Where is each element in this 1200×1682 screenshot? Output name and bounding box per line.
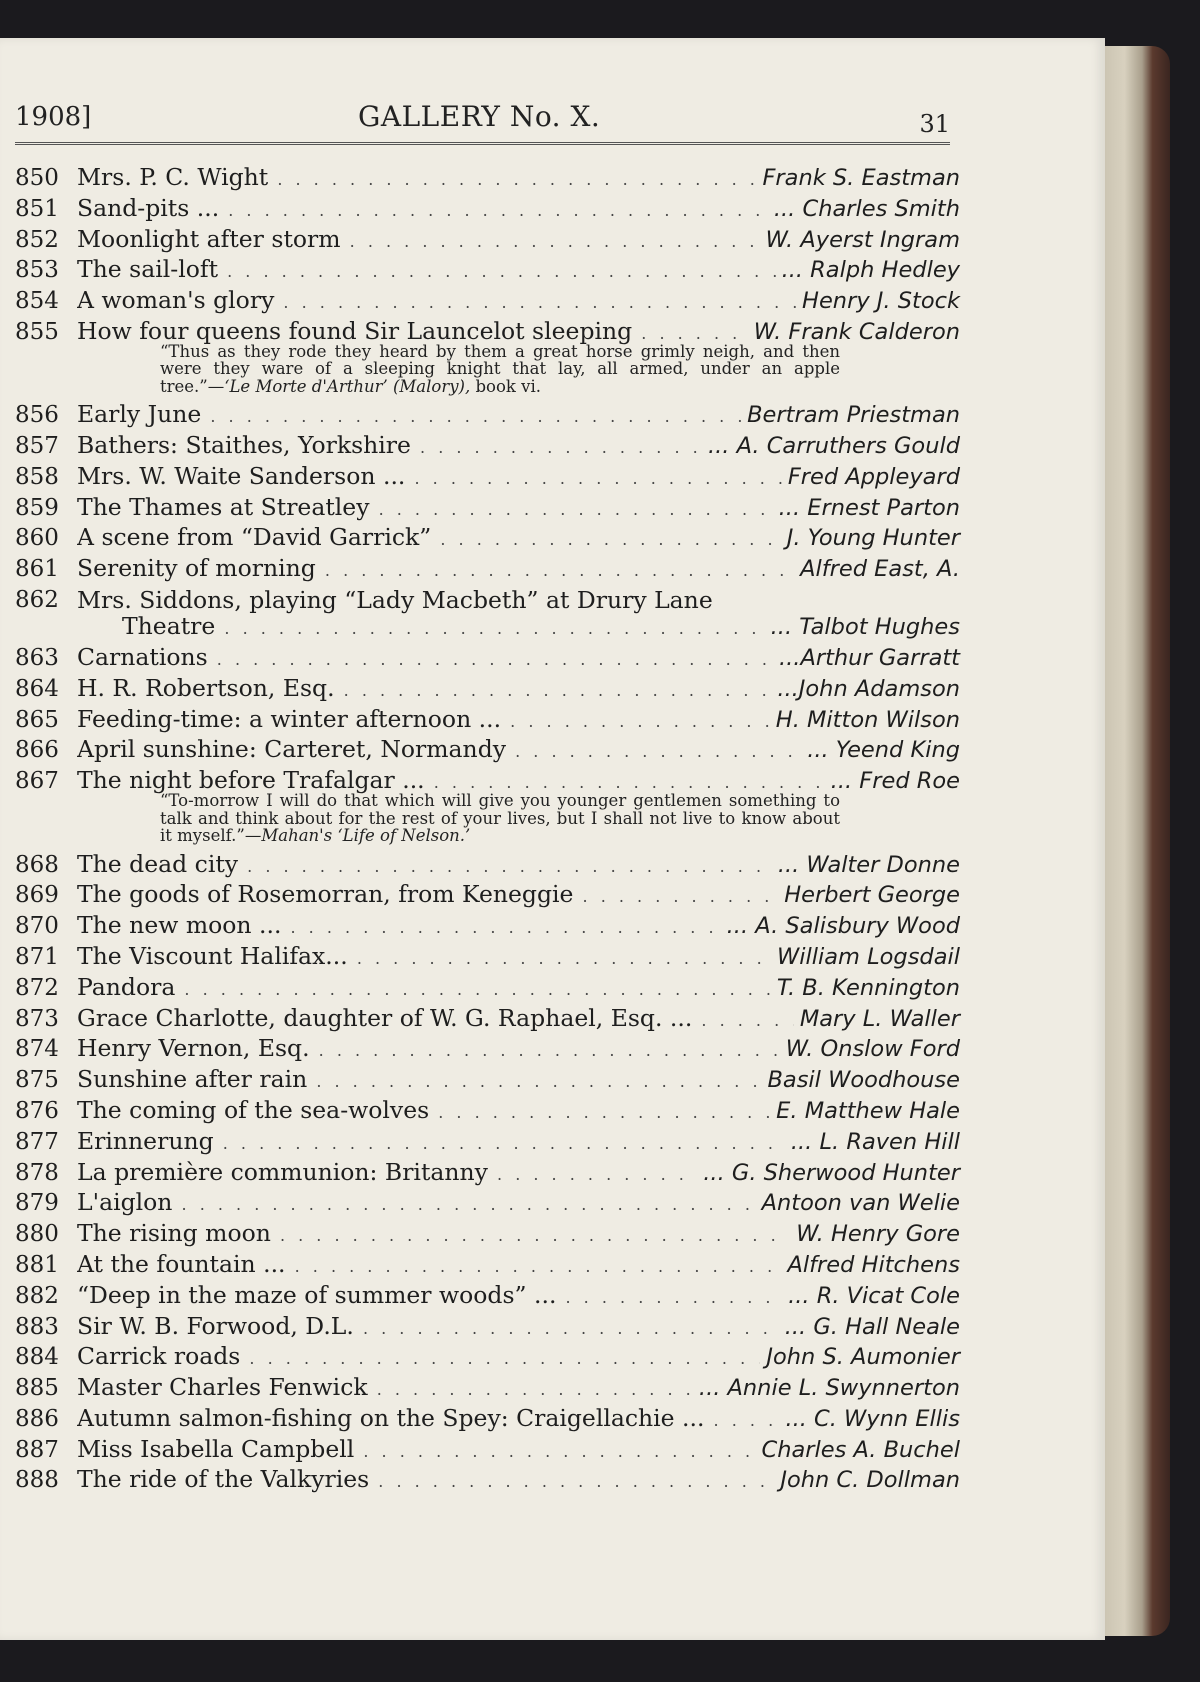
entry-artist: Herbert George	[784, 882, 960, 909]
entry-artist: William Logsdail	[777, 943, 960, 970]
entry-artist: ...Arthur Garratt	[779, 645, 960, 672]
catalogue-entry	[15, 704, 960, 735]
entry-number: 886	[15, 1405, 59, 1432]
entry-title: The goods of Rosemorran, from Keneggie . . .	[77, 879, 778, 913]
entry-title: The night before Trafalgar ... . . .	[77, 765, 825, 799]
entry-title: At the fountain ... . . .	[77, 1249, 781, 1283]
entry-artist: John S. Aumonier	[766, 1344, 960, 1371]
entry-artist: ... Annie L. Swynnerton	[698, 1375, 960, 1402]
entry-number: 870	[15, 913, 59, 940]
entry-artist: Alfred East, A.	[800, 556, 960, 583]
catalogue-entry	[15, 972, 960, 1003]
entry-number: 869	[15, 882, 59, 909]
catalogue-entry	[15, 1157, 960, 1188]
entry-number: 852	[15, 226, 59, 253]
entry-title: A scene from “David Garrick” . . .	[77, 522, 781, 556]
entry-number: 853	[15, 257, 59, 284]
entry-artist: ... A. Carruthers Gould	[707, 433, 960, 460]
entry-title: The rising moon . . .	[77, 1218, 790, 1252]
quote-text: “Thus as they rode they heard by them a great horse grimly neigh, and then were they ware of a sleeping knight that lay, all armed, under an apple tree.”—	[160, 341, 840, 396]
entry-title: Master Charles Fenwick . . .	[77, 1372, 693, 1406]
entry-artist: Alfred Hitchens	[787, 1251, 960, 1278]
entry-title: L'aiglon . . .	[77, 1187, 756, 1221]
entry-number: 883	[15, 1313, 59, 1340]
entry-title: Carnations . . .	[77, 642, 773, 676]
entry-number: 860	[15, 525, 59, 552]
entry-title: A woman's glory . . .	[77, 285, 796, 319]
entry-title: Pandora . . .	[77, 972, 771, 1006]
catalogue-entry	[15, 879, 960, 910]
entry-artist: ... Talbot Hughes	[770, 614, 960, 641]
catalogue-entry	[15, 193, 960, 224]
entry-title: Grace Charlotte, daughter of W. G. Raphael, Esq. ... . . .	[77, 1003, 794, 1037]
entry-number: 872	[15, 974, 59, 1001]
entry-number: 879	[15, 1190, 59, 1217]
entry-line-2	[15, 613, 960, 642]
entry-number: 884	[15, 1344, 59, 1371]
entry-title: Feeding-time: a winter afternoon ... . . .	[77, 704, 770, 738]
entry-number: 866	[15, 737, 59, 764]
entry-artist: Basil Woodhouse	[767, 1067, 960, 1094]
entry-artist: ... G. Sherwood Hunter	[703, 1159, 960, 1186]
catalogue-entry	[15, 910, 960, 941]
entry-artist: ... Ernest Parton	[778, 494, 960, 521]
entry-title: Carrick roads . . .	[77, 1341, 760, 1375]
catalogue-entry	[15, 673, 960, 704]
entry-artist: ... A. Salisbury Wood	[726, 913, 960, 940]
page-title: GALLERY No. X.	[358, 100, 601, 133]
entry-artist: Frank S. Eastman	[762, 165, 960, 191]
entry-artist: ... Yeend King	[807, 737, 960, 764]
entry-artist: ... C. Wynn Ellis	[785, 1405, 960, 1432]
entry-artist: ... Ralph Hedley	[781, 257, 960, 284]
entry-number: 874	[15, 1036, 59, 1063]
entry-title: Mrs. W. Waite Sanderson ... . . .	[77, 461, 782, 495]
catalogue-entry	[15, 492, 960, 523]
entry-title: Sir W. B. Forwood, D.L. . . .	[77, 1311, 779, 1345]
entry-number: 888	[15, 1467, 59, 1494]
catalogue-list	[15, 162, 960, 1495]
entry-artist: ... G. Hall Neale	[784, 1313, 960, 1340]
entry-artist: John C. Dollman	[780, 1467, 960, 1494]
entry-title: Serenity of morning . . .	[77, 553, 794, 587]
quote-source: Mahan's ‘Life of Nelson.’	[261, 826, 471, 846]
entry-title: The dead city . . .	[77, 849, 772, 883]
catalogue-entry	[15, 1311, 960, 1342]
entry-artist: Fred Appleyard	[787, 463, 960, 490]
catalogue-entry	[15, 162, 960, 193]
entry-artist: J. Young Hunter	[786, 525, 960, 552]
catalogue-entry	[15, 1187, 960, 1218]
entry-number: 862	[15, 587, 59, 614]
entry-title: The Viscount Halifax... . . .	[77, 941, 771, 975]
entry-number: 864	[15, 675, 59, 702]
catalogue-entry	[15, 553, 960, 584]
entry-number: 859	[15, 494, 59, 521]
entry-artist: W. Onslow Ford	[785, 1036, 960, 1063]
catalogue-entry	[15, 1064, 960, 1095]
entry-title: Autumn salmon-fishing on the Spey: Craigellachie ... . . .	[77, 1403, 779, 1437]
entry-number: 850	[15, 165, 59, 191]
entry-title: The sail-loft . . .	[77, 254, 776, 288]
entry-artist: Henry J. Stock	[802, 288, 960, 315]
catalogue-entry	[15, 1434, 960, 1465]
entry-title: Sand-pits ... . . .	[77, 193, 768, 227]
catalogue-entry	[15, 1403, 960, 1434]
book-page-edge	[1100, 46, 1170, 1636]
entry-title: “Deep in the maze of summer woods” ... . . .	[77, 1280, 782, 1314]
catalogue-entry	[15, 522, 960, 553]
entry-artist: ... Fred Roe	[830, 768, 960, 795]
entry-artist: W. Frank Calderon	[753, 318, 960, 345]
catalogue-entry	[15, 224, 960, 255]
entry-artist: ... L. Raven Hill	[790, 1128, 960, 1155]
entry-title: Mrs. Siddons, playing “Lady Macbeth” at Drury Lane	[77, 586, 713, 615]
entry-artist: ... R. Vicat Cole	[788, 1282, 960, 1309]
catalogue-entry	[15, 1280, 960, 1311]
catalogue-entry	[15, 399, 960, 430]
entry-artist: ...John Adamson	[777, 675, 960, 702]
entry-number: 861	[15, 556, 59, 583]
catalogue-entry	[15, 1341, 960, 1372]
entry-artist: Antoon van Welie	[761, 1190, 960, 1217]
entry-title: How four queens found Sir Launcelot sleeping . . .	[77, 316, 748, 350]
catalogue-entry	[15, 1126, 960, 1157]
entry-title: April sunshine: Carteret, Normandy . . .	[77, 734, 801, 768]
entry-number: 863	[15, 645, 59, 672]
entry-artist: W. Ayerst Ingram	[765, 226, 960, 253]
catalogue-entry	[15, 1003, 960, 1034]
entry-number: 851	[15, 195, 59, 222]
entry-number: 881	[15, 1251, 59, 1278]
entry-number: 856	[15, 402, 59, 429]
quote-text: “To-morrow I will do that which will give you younger gentlemen something to talk and think about for the rest of your lives, but I shall not live to know about it myself.”—	[160, 791, 840, 846]
catalogue-entry	[15, 285, 960, 316]
entry-number: 871	[15, 943, 59, 970]
entry-number: 857	[15, 433, 59, 460]
entry-number: 855	[15, 318, 59, 345]
entry-number: 867	[15, 768, 59, 795]
entry-number: 875	[15, 1067, 59, 1094]
catalogue-entry	[15, 849, 960, 880]
entry-title: Sunshine after rain . . .	[77, 1064, 761, 1098]
entry-title: The ride of the Valkyries . . .	[77, 1464, 774, 1498]
entry-number: 887	[15, 1436, 59, 1463]
catalogue-entry	[15, 1033, 960, 1064]
entry-artist: T. B. Kennington	[776, 974, 960, 1001]
entry-quotation	[160, 343, 840, 396]
catalogue-entry	[15, 1372, 960, 1403]
catalogue-entry	[15, 1095, 960, 1126]
entry-artist: ... Walter Donne	[777, 851, 960, 878]
entry-line-1	[15, 587, 960, 613]
entry-number: 854	[15, 288, 59, 315]
entry-title: The new moon ... . . .	[77, 910, 721, 944]
entry-title-continued: Theatre . . .	[77, 613, 765, 642]
entry-number: 882	[15, 1282, 59, 1309]
entry-title: La première communion: Britanny . . .	[77, 1157, 697, 1191]
entry-number: 858	[15, 463, 59, 490]
entry-title: Bathers: Staithes, Yorkshire . . .	[77, 430, 702, 464]
entry-artist: Charles A. Buchel	[761, 1436, 960, 1463]
entry-artist: Mary L. Waller	[799, 1005, 960, 1032]
catalogue-entry	[15, 642, 960, 673]
catalogue-entry	[15, 584, 960, 642]
entry-number: 876	[15, 1097, 59, 1124]
entry-title: Mrs. P. C. Wight . . .	[77, 162, 756, 196]
entry-title: H. R. Robertson, Esq. . . .	[77, 673, 771, 707]
entry-artist: E. Matthew Hale	[776, 1097, 960, 1124]
entry-artist: H. Mitton Wilson	[775, 706, 960, 733]
entry-title: Early June . . .	[77, 399, 741, 433]
entry-number: 868	[15, 851, 59, 878]
page-header	[15, 96, 950, 145]
entry-title: The Thames at Streatley . . .	[77, 492, 773, 526]
entry-artist: W. Henry Gore	[796, 1221, 960, 1248]
catalogue-entry	[15, 941, 960, 972]
entry-title: Henry Vernon, Esq. . . .	[77, 1033, 780, 1067]
entry-title: Erinnerung . . .	[77, 1126, 785, 1160]
catalogue-entry	[15, 1464, 960, 1495]
entry-number: 873	[15, 1005, 59, 1032]
entry-title: The coming of the sea-wolves . . .	[77, 1095, 770, 1129]
entry-artist: ... Charles Smith	[773, 195, 960, 222]
catalogue-entry	[15, 1218, 960, 1249]
entry-number: 880	[15, 1221, 59, 1248]
entry-quotation	[160, 792, 840, 845]
entry-title: Moonlight after storm . . .	[77, 224, 760, 258]
page-number: 31	[919, 110, 950, 138]
header-year: 1908]	[15, 102, 92, 132]
catalogue-entry	[15, 430, 960, 461]
catalogue-entry	[15, 1249, 960, 1280]
quote-source: ‘Le Morte d'Arthur’ (Malory),	[224, 376, 471, 396]
catalogue-entry	[15, 734, 960, 765]
quote-tail: book vi.	[470, 376, 542, 396]
catalogue-entry	[15, 254, 960, 285]
entry-number: 885	[15, 1375, 59, 1402]
entry-title: Miss Isabella Campbell . . .	[77, 1434, 755, 1468]
catalogue-entry	[15, 461, 960, 492]
entry-artist: Bertram Priestman	[747, 402, 960, 429]
entry-number: 865	[15, 706, 59, 733]
entry-number: 878	[15, 1159, 59, 1186]
entry-number: 877	[15, 1128, 59, 1155]
